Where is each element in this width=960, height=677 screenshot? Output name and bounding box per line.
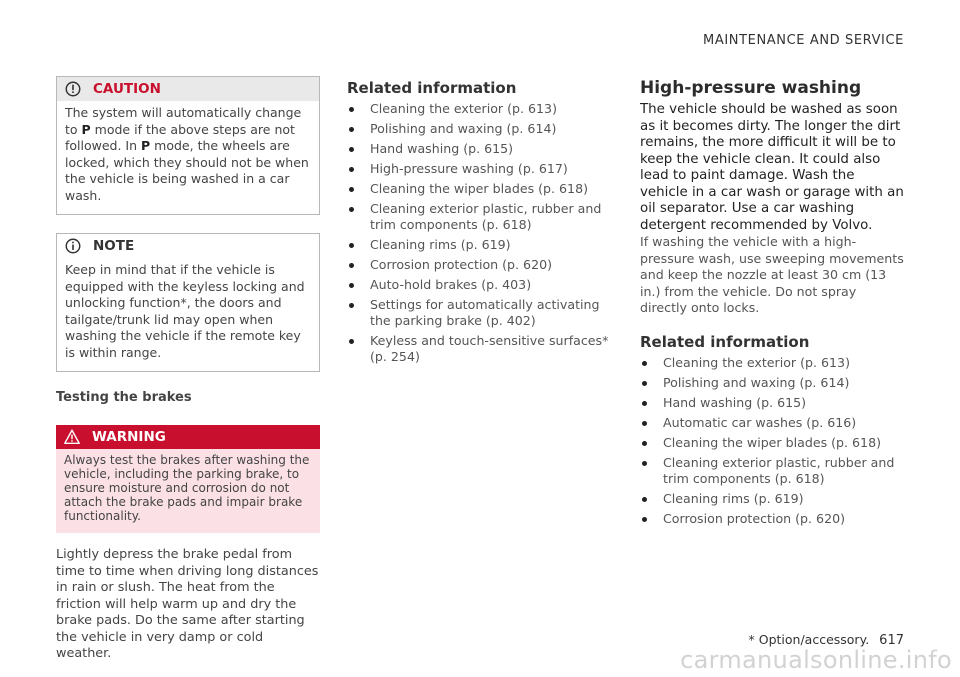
warning-header: [56, 425, 320, 449]
exclamation-circle-icon: [63, 80, 83, 98]
related-link[interactable]: Cleaning rims (p. 619): [640, 491, 904, 507]
caution-text: [57, 101, 319, 214]
related-link[interactable]: Settings for automatically activating the parking brake (p. 402): [347, 297, 611, 329]
related-link[interactable]: Auto-hold brakes (p. 403): [347, 277, 611, 293]
related-link[interactable]: Cleaning the exterior (p. 613): [640, 355, 904, 371]
info-circle-icon: [63, 237, 83, 255]
warning-box: [56, 425, 320, 533]
related-links-list: [640, 355, 904, 527]
page-number: 617: [879, 633, 904, 648]
watermark: carmanualsonline.info: [680, 646, 952, 674]
caution-header: [57, 77, 319, 101]
related-info-heading: Related information: [640, 332, 810, 351]
footnote-option: * Option/accessory.: [748, 632, 870, 647]
note-title: NOTE: [93, 238, 135, 254]
caution-text-part: mode if the above steps are not followed. In: [65, 121, 295, 153]
section-title: MAINTENANCE AND SERVICE: [703, 33, 904, 48]
related-link[interactable]: Cleaning exterior plastic, rubber and trim components (p. 618): [347, 201, 611, 233]
caution-text-part: The system will automatically change to: [65, 105, 302, 137]
warning-text: Always test the brakes after washing the vehicle, including the parking brake, to ensure moisture and corrosion do not attach the brake pads and impair brake functionality.: [56, 449, 320, 533]
related-link[interactable]: Hand washing (p. 615): [347, 141, 611, 157]
related-link[interactable]: High-pressure washing (p. 617): [347, 161, 611, 177]
page-title: High-pressure washing: [640, 78, 862, 98]
note-box: [56, 233, 320, 372]
related-info-heading: Related information: [347, 79, 517, 97]
column-right: [640, 76, 904, 531]
related-link[interactable]: Keyless and touch-sensitive surfaces* (p. 254): [347, 333, 611, 365]
related-link[interactable]: Hand washing (p. 615): [640, 395, 904, 411]
caution-mode-p: P: [141, 138, 151, 153]
related-link[interactable]: Cleaning the wiper blades (p. 618): [640, 435, 904, 451]
related-link[interactable]: Automatic car washes (p. 616): [640, 415, 904, 431]
related-link[interactable]: Corrosion protection (p. 620): [347, 257, 611, 273]
related-link[interactable]: Corrosion protection (p. 620): [640, 511, 904, 527]
caution-title: CAUTION: [93, 81, 161, 97]
related-links-list: [347, 101, 611, 365]
intro-paragraph: The vehicle should be washed as soon as it becomes dirty. The longer the dirt remains, the more difficult it will be to keep the vehicle clean. It could also lead to paint damage. Wash the vehicle in a car wash or garage with an oil separator. Use a car washing detergent recommended by Volvo.: [640, 102, 904, 233]
note-text: Keep in mind that if the vehicle is equipped with the keyless locking and unlocking function*, the doors and tailgate/trunk lid may open when washing the vehicle if the remote key is within range.: [65, 262, 305, 360]
column-left: [56, 76, 320, 663]
column-middle: [347, 76, 611, 369]
caution-mode-p: P: [81, 121, 91, 137]
warning-triangle-icon: [62, 428, 82, 446]
subheading-testing-brakes: Testing the brakes: [56, 390, 192, 405]
high-pressure-paragraph: If washing the vehicle with a high-pressure wash, use sweeping movements and keep the nozzle at least 30 cm (13 in.) from the vehicle. Do not spray directly onto locks.: [640, 234, 904, 315]
related-link[interactable]: Cleaning the exterior (p. 613): [347, 101, 611, 117]
caution-box: [56, 76, 320, 215]
note-header: [57, 234, 319, 258]
caution-text-part: mode, the wheels are locked, which they should not be when the vehicle is being washed in a car wash.: [65, 138, 309, 203]
related-link[interactable]: Cleaning rims (p. 619): [347, 237, 611, 253]
brake-paragraph: Lightly depress the brake pedal from time to time when driving long distances in rain or slush. The heat from the friction will help warm up and dry the brake pads. Do the same after starting the vehicle in very damp or cold weather.: [56, 547, 319, 661]
related-link[interactable]: Cleaning the wiper blades (p. 618): [347, 181, 611, 197]
related-link[interactable]: Polishing and waxing (p. 614): [640, 375, 904, 391]
related-link[interactable]: Cleaning exterior plastic, rubber and trim components (p. 618): [640, 455, 904, 487]
warning-title: WARNING: [92, 429, 166, 445]
related-link[interactable]: Polishing and waxing (p. 614): [347, 121, 611, 137]
